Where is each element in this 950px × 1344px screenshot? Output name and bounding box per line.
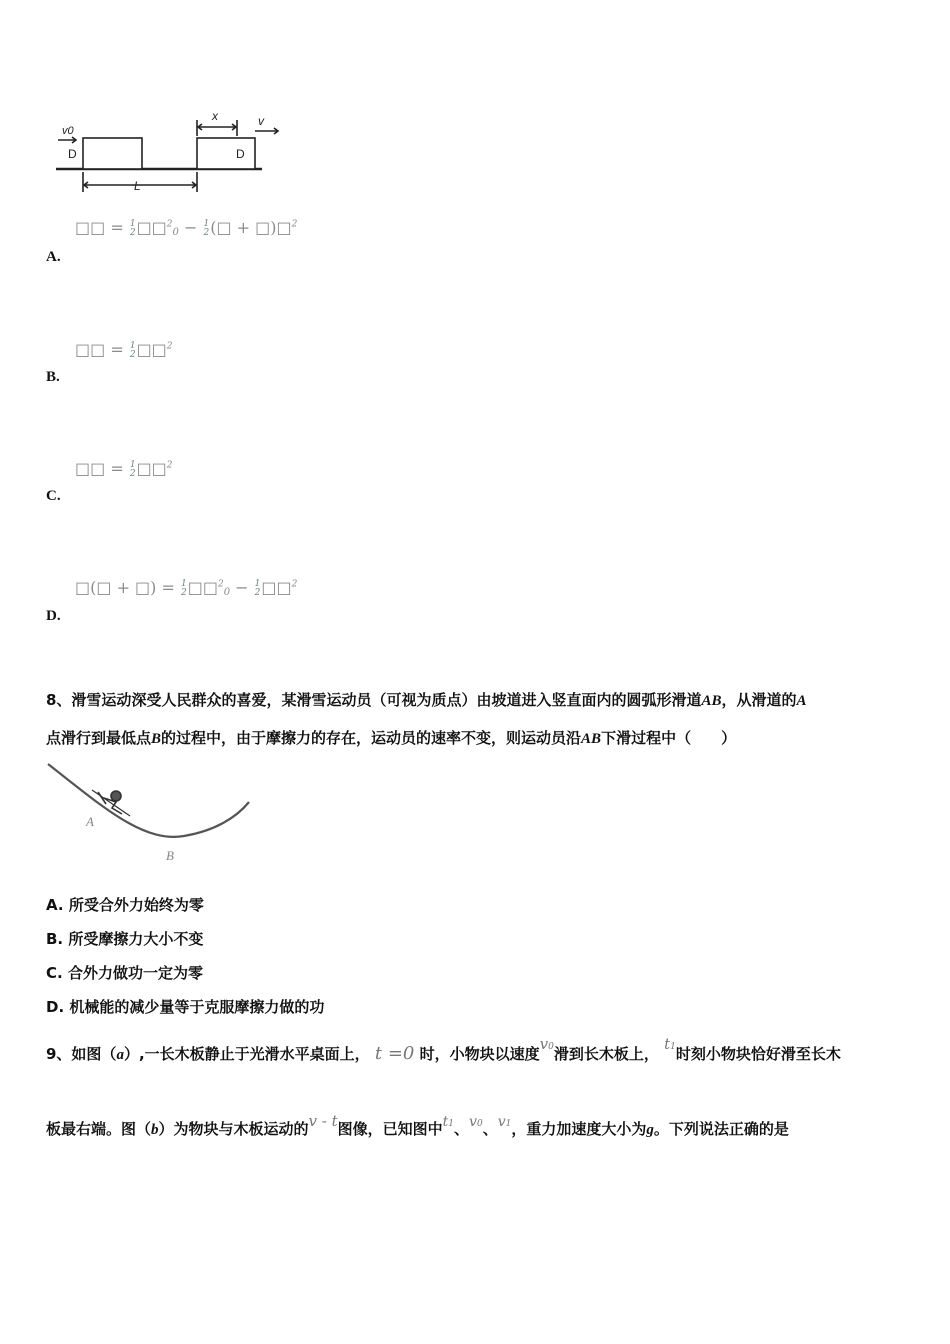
a-lhs: □□ = [75,218,124,237]
arc-track [48,764,249,837]
option-b-label[interactable]: B. [46,369,60,385]
point-a-label: A [86,814,94,829]
option-d-formula: □(□ + □) = 1 2□□$^2_0$ − 1 2□□$^2$ [75,578,298,598]
q9-stem-line2: 板最右端。图（b）为物块与木板运动的v - t图像，已知图中t1、v0、v1，重力加速度大小为g。下列说法正确的是 [46,1112,789,1138]
option-a-formula: □□ = 1 2□□$^2_0$ − 1 2(□ + □)□$^2$ [75,218,298,238]
a-paren: (□ + □)□ [210,218,292,237]
a-minus: − [184,218,198,237]
figure-block-track [50,108,290,198]
v-label: v [258,114,264,128]
q8-stem-line2: 点滑行到最低点B的过程中，由于摩擦力的存在，运动员的速率不变，则运动员沿AB下滑过程中（ ） [46,729,737,747]
option-d-label[interactable]: D. [46,608,61,624]
q8-option-a[interactable]: A. 所受合外力始终为零 [46,896,204,914]
v0-label: v0 [62,125,74,137]
a-mid: □□ [136,218,167,237]
right-block-mark: D [236,147,245,161]
option-b-formula: □□ = 1 2□□$^2$ [75,340,173,360]
option-c-label[interactable]: C. [46,488,61,504]
figure-ski-track [44,758,259,868]
q8-stem-line1: 8、滑雪运动深受人民群众的喜爱，某滑雪运动员（可视为质点）由坡道进入竖直面内的圆弧形滑道AB，从滑道的A [46,691,807,709]
q8-option-c[interactable]: C. 合外力做功一定为零 [46,964,203,982]
right-block [197,138,255,169]
point-b-label: B [166,848,174,863]
left-block-mark: D [68,147,77,161]
x-label: x [212,109,218,123]
half-fraction-2: 1 2 [203,218,210,238]
half-fraction: 1 2 [129,218,136,238]
q9-stem-line1: 9、如图（a）,一长木板静止于光滑水平桌面上， t =0 时，小物块以速度v0滑到长木板上， t1时刻小物块恰好滑至长木 [46,1035,841,1064]
option-c-formula: □□ = 1 2□□$^2$ [75,459,173,479]
left-block [83,138,142,169]
L-label: L [134,179,141,193]
q8-option-b[interactable]: B. 所受摩擦力大小不变 [46,930,204,948]
q8-option-d[interactable]: D. 机械能的减少量等于克服摩擦力做的功 [46,998,325,1016]
option-a-label[interactable]: A. [46,249,61,265]
